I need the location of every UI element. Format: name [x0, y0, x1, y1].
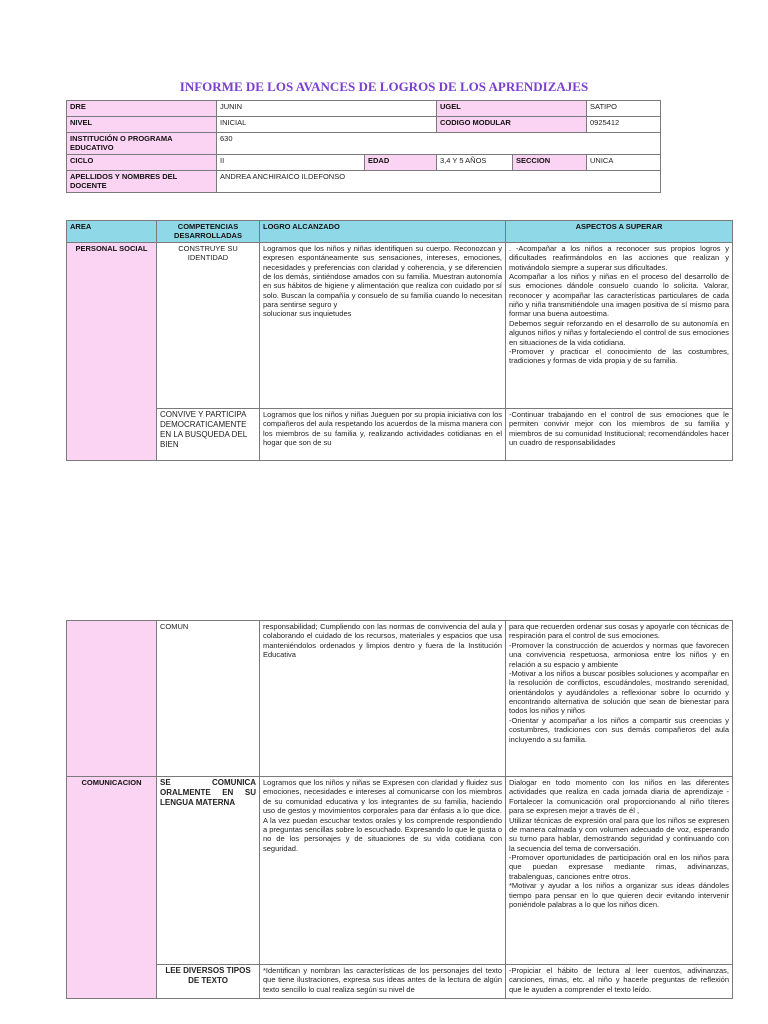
codigo-modular-label: CODIGO MODULAR — [437, 117, 587, 133]
ciclo-value: II — [217, 154, 365, 170]
aspectos-cell: . -Acompañar a los niños a reconocer sus propios logros y dificultades reafirmándolos en las acciones que realizan y motivándolo siempre a superar sus dificultades. Acompañar a los niños y niñas en el proceso del desarrollo de sus emociones dándole consuelo cuando lo solicita. Valorar, reconocer y acompañar las características particulares de cada niño y niña transmitiéndole una imagen positiva de sí mismo para formar una buena autoestima. Debemos seguir reforzando en el desarrollo de su autonomía en algunos niños y niñas y fortaleciendo el control de sus emociones en situaciones de la vida cotidiana. -Promover y practicar el conocimiento de las costumbres, tradiciones y formas de vida propia y de su familia. — [506, 242, 733, 408]
table-row — [67, 408, 733, 460]
logros-table-page2 — [66, 620, 733, 999]
logro-cell: Logramos que los niños y niñas se Expresen con claridad y fluidez sus emociones, necesidades e intereses al comunicarse con los miembros de su comunidad educativa y los integrantes de su familia, haciendo uso de gestos y movimientos corporales para dar énfasis a lo que dice. A la vez puedan escuchar textos orales y los comprende respondiendo a preguntas sencillas sobre lo escuchado. Expresando lo que le gusta o no de los personajes y de situaciones de su vida cotidiana con seguridad. — [260, 777, 506, 965]
header-row — [67, 221, 733, 243]
table-row — [67, 777, 733, 965]
competencia-cell: CONVIVE Y PARTICIPA DEMOCRATICAMENTE EN LA BUSQUEDA DEL BIEN — [157, 408, 260, 460]
area-cell: COMUNICACION — [67, 777, 157, 999]
area-cell: PERSONAL SOCIAL — [67, 242, 157, 460]
logros-table-page1 — [66, 220, 733, 461]
competencia-cell: LEE DIVERSOS TIPOS DE TEXTO — [157, 965, 260, 999]
document-title: INFORME DE LOS AVANCES DE LOGROS DE LOS APRENDIZAJES — [179, 79, 589, 94]
info-row — [67, 170, 661, 192]
logro-cell: Logramos que los niños y niñas Jueguen por su propia iniciativa con los compañeros del aula respetando los acuerdos de la misma manera con los miembros de su familia y, realizando actividades cotidianas en el hogar que son de su — [260, 408, 506, 460]
logro-cell: Logramos que los niños y niñas identifiquen su cuerpo. Reconozcan y expresen espontáneamente sus sensaciones, intereses, emociones, necesidades y preferencias con claridad y coherencia, y se diferencien de los demás, sintiéndose amados con su familia. Muestran autonomía en sus hábitos de higiene y alimentación que realiza con cuidado por sí solo. Buscan la compañía y consuelo de su familia cuando lo necesitan para sentirse seguro y solucionar sus inquietudes — [260, 242, 506, 408]
area-header: AREA — [67, 221, 157, 243]
seccion-label: SECCION — [513, 154, 587, 170]
logro-cell: *Identifican y nombran las características de los personajes del texto que tiene ilustraciones, expresa sus ideas antes de la lectura de algún texto sencillo lo cual realiza según su nivel de — [260, 965, 506, 999]
dre-label: DRE — [67, 101, 217, 117]
aspectos-cell: Dialogar en todo momento con los niños en las diferentes actividades que realiza en cada jornada diaria de aprendizaje -Fortalecer la comunicación oral proporcionando al niño títeres para se expresen mejor a través de él , Utilizar técnicas de expresión oral para que los niños se expresen de manera calmada y con volumen adecuado de voz, esperando su turno para hablar, demostrando seguridad y continuando con la secuencia del tema de conversación. -Promover oportunidades de participación oral en los niños para que puedan expresase mediante rimas, adivinanzas, trabalenguas, canciones entre otros. *Motivar y ayudar a los niños a organizar sus ideas dándoles tiempo para pensar en lo que quieren decir evitando intervenir poniéndole palabras a lo que los niños dicen. — [506, 777, 733, 965]
docente-label: APELLIDOS Y NOMBRES DEL DOCENTE — [67, 170, 217, 192]
info-row — [67, 154, 661, 170]
edad-value: 3,4 Y 5 AÑOS — [437, 154, 513, 170]
institucion-label: INSTITUCIÓN O PROGRAMA EDUCATIVO — [67, 133, 217, 155]
competencia-cell: CONSTRUYE SU IDENTIDAD — [157, 242, 260, 408]
seccion-value: UNICA — [587, 154, 661, 170]
table-row — [67, 965, 733, 999]
codigo-modular-value: 0925412 — [587, 117, 661, 133]
info-row — [67, 101, 661, 117]
institucion-value: 630 — [217, 133, 661, 155]
logro-cell: responsabilidad; Cumpliendo con las normas de convivencia del aula y colaborando el cuidado de los recursos, materiales y espacios que usa manteniéndolos ordenados y limpios dentro y fuera de la Institución Educativa — [260, 621, 506, 777]
info-table — [66, 100, 661, 193]
aspectos-cell: -Propiciar el hábito de lectura al leer cuentos, adivinanzas, canciones, rimas, etc. al niño y hacerle preguntas de reflexión que le ayuden a comprender el texto leído. — [506, 965, 733, 999]
edad-label: EDAD — [365, 154, 437, 170]
ugel-label: UGEL — [437, 101, 587, 117]
logro-header: LOGRO ALCANZADO — [260, 221, 506, 243]
competencia-cell: COMUN — [157, 621, 260, 777]
ciclo-label: CICLO — [67, 154, 217, 170]
table-row — [67, 242, 733, 408]
nivel-label: NIVEL — [67, 117, 217, 133]
table-row — [67, 621, 733, 777]
competencia-cell: SE COMUNICA ORALMENTE EN SU LENGUA MATERNA — [157, 777, 260, 965]
area-cell-empty — [67, 621, 157, 777]
info-row — [67, 133, 661, 155]
aspectos-cell: para que recuerden ordenar sus cosas y apoyarle con técnicas de respiración para el control de sus emociones. -Promover la construcción de acuerdos y normas que favorecen una convivencia respetuosa, armoniosa entre los niños y en relación a su espacio y ambiente -Motivar a los niños a buscar posibles soluciones y acompañar en la resolución de conflictos, escudándoles, mostrando serenidad, orientándolos y ayudándoles a reflexionar sobre lo ocurrido y encontrando alternativa de solución que sean de bienestar para todos los niños y niños -Orientar y acompañar a los niños a compartir sus creencias y costumbres, tradiciones con sus demás compañeros del aula incluyendo a su familia. — [506, 621, 733, 777]
dre-value: JUNIN — [217, 101, 437, 117]
ugel-value: SATIPO — [587, 101, 661, 117]
nivel-value: INICIAL — [217, 117, 437, 133]
competencias-header: COMPETENCIAS DESARROLLADAS — [157, 221, 260, 243]
aspectos-header: ASPECTOS A SUPERAR — [506, 221, 733, 243]
info-row — [67, 117, 661, 133]
aspectos-cell: -Continuar trabajando en el control de sus emociones que le permiten convivir mejor con los miembros de su familia y miembros de su comunidad Institucional; recomendándoles hacer un cuadro de responsabilidades — [506, 408, 733, 460]
docente-value: ANDREA ANCHIRAICO ILDEFONSO — [217, 170, 661, 192]
